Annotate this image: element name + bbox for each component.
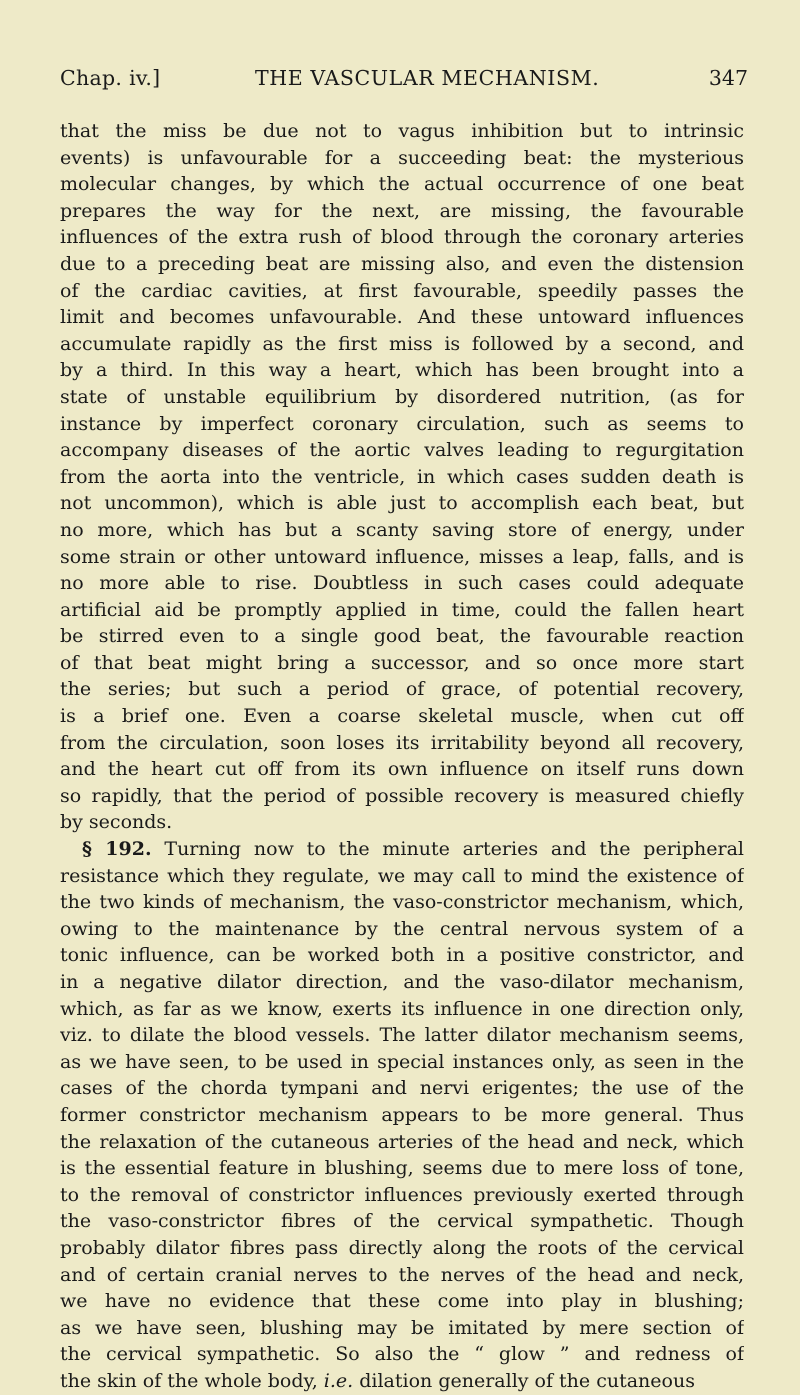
paragraph-line: to the removal of constrictor influences previously exerted through	[60, 1183, 744, 1206]
paragraph-line: limit and becomes unfavourable. And these untoward influences	[60, 306, 744, 329]
paragraph-line: and the heart cut off from its own influence on itself runs down	[60, 758, 744, 781]
page-number: 347	[708, 66, 748, 90]
paragraph-line: and of certain cranial nerves to the nerves of the head and neck,	[60, 1263, 744, 1286]
paragraph-line: events) is unfavourable for a succeeding beat: the mysterious	[60, 146, 744, 169]
paragraph-line: artificial aid be promptly applied in time, could the fallen heart	[60, 598, 744, 621]
paragraph-line: no more, which has but a scanty saving store of energy, under	[60, 518, 744, 541]
paragraph-line: of the cardiac cavities, at first favourable, speedily passes the	[60, 279, 744, 302]
paragraph-line: of that beat might bring a successor, and so once more start	[60, 651, 744, 674]
paragraph-line-text: dilation generally of the cutaneous	[353, 1369, 695, 1392]
paragraph-line: no more able to rise. Doubtless in such cases could adequate	[60, 572, 744, 595]
paragraph-line: the cervical sympathetic. So also the “ glow ” and redness of	[60, 1343, 744, 1366]
paragraph-line: cases of the chorda tympani and nervi erigentes; the use of the	[60, 1077, 744, 1100]
paragraph-line: accumulate rapidly as the first miss is followed by a second, and	[60, 332, 744, 355]
paragraph-line: viz. to dilate the blood vessels. The latter dilator mechanism seems,	[60, 1024, 744, 1047]
paragraph-line: that the miss be due not to vagus inhibition but to intrinsic	[60, 120, 744, 142]
paragraph-line: the two kinds of mechanism, the vaso-constrictor mechanism, which,	[60, 891, 744, 914]
paragraph-line-text: the skin of the whole body,	[60, 1369, 324, 1392]
paragraph-line	[60, 836, 744, 863]
paragraph-line: resistance which they regulate, we may call to mind the existence of	[60, 864, 744, 887]
paragraph-line: the series; but such a period of grace, of potential recovery,	[60, 678, 744, 701]
paragraph-line: instance by imperfect coronary circulation, such as seems to	[60, 412, 744, 435]
paragraph-1	[60, 118, 744, 836]
paragraph-line: former constrictor mechanism appears to be more general. Thus	[60, 1103, 744, 1126]
paragraph-line: molecular changes, by which the actual occurrence of one beat	[60, 173, 744, 196]
paragraph-line: some strain or other untoward influence, misses a leap, falls, and is	[60, 545, 744, 568]
paragraph-line: accompany diseases of the aortic valves leading to regurgitation	[60, 439, 744, 462]
paragraph-line: by a third. In this way a heart, which has been brought into a	[60, 359, 744, 382]
running-title: THE VASCULAR MECHANISM.	[255, 66, 600, 90]
paragraph-line-text: Turning now to the minute arteries and the peripheral	[164, 838, 744, 861]
paragraph-line: by seconds.	[60, 811, 173, 834]
paragraph-line: from the aorta into the ventricle, in which cases sudden death is	[60, 465, 744, 488]
paragraph-line	[60, 1368, 744, 1395]
paragraph-line: from the circulation, soon loses its irritability beyond all recovery,	[60, 731, 744, 754]
paragraph-line: is a brief one. Even a coarse skeletal muscle, when cut off	[60, 705, 744, 728]
paragraph-2	[60, 836, 744, 1394]
chapter-label: Chap. iv.]	[60, 66, 161, 90]
paragraph-line: state of unstable equilibrium by disordered nutrition, (as for	[60, 385, 744, 408]
paragraph-line: the relaxation of the cutaneous arteries of the head and neck, which	[60, 1130, 744, 1153]
paragraph-line: which, as far as we know, exerts its influence in one direction only,	[60, 997, 744, 1020]
paragraph-2-lines	[60, 863, 744, 1368]
paragraph-line: as we have seen, to be used in special instances only, as seen in the	[60, 1050, 744, 1073]
paragraph-line: as we have seen, blushing may be imitated by mere section of	[60, 1316, 744, 1339]
paragraph-line: in a negative dilator direction, and the vaso-dilator mechanism,	[60, 971, 744, 993]
paragraph-line: owing to the maintenance by the central nervous system of a	[60, 917, 744, 940]
italic-abbreviation: i.e.	[323, 1369, 354, 1392]
paragraph-line: tonic influence, can be worked both in a positive constrictor, and	[60, 944, 744, 967]
paragraph-line: the vaso-constrictor fibres of the cervical sympathetic. Though	[60, 1210, 744, 1233]
paragraph-line: so rapidly, that the period of possible recovery is measured chiefly	[60, 784, 744, 807]
paragraph-line: be stirred even to a single good beat, the favourable reaction	[60, 625, 744, 648]
page-header	[60, 66, 748, 96]
paragraph-line: we have no evidence that these come into play in blushing;	[60, 1290, 744, 1313]
paragraph-line: prepares the way for the next, are missing, the favourable	[60, 199, 744, 222]
paragraph-line: probably dilator fibres pass directly along the roots of the cervical	[60, 1236, 744, 1259]
paragraph-line: is the essential feature in blushing, seems due to mere loss of tone,	[60, 1157, 744, 1180]
section-number: § 192.	[82, 838, 152, 861]
paragraph-line: not uncommon), which is able just to accomplish each beat, but	[60, 492, 744, 515]
paragraph-line: due to a preceding beat are missing also, and even the distension	[60, 252, 744, 275]
body-text	[60, 118, 744, 1395]
paragraph-line: influences of the extra rush of blood through the coronary arteries	[60, 226, 744, 249]
